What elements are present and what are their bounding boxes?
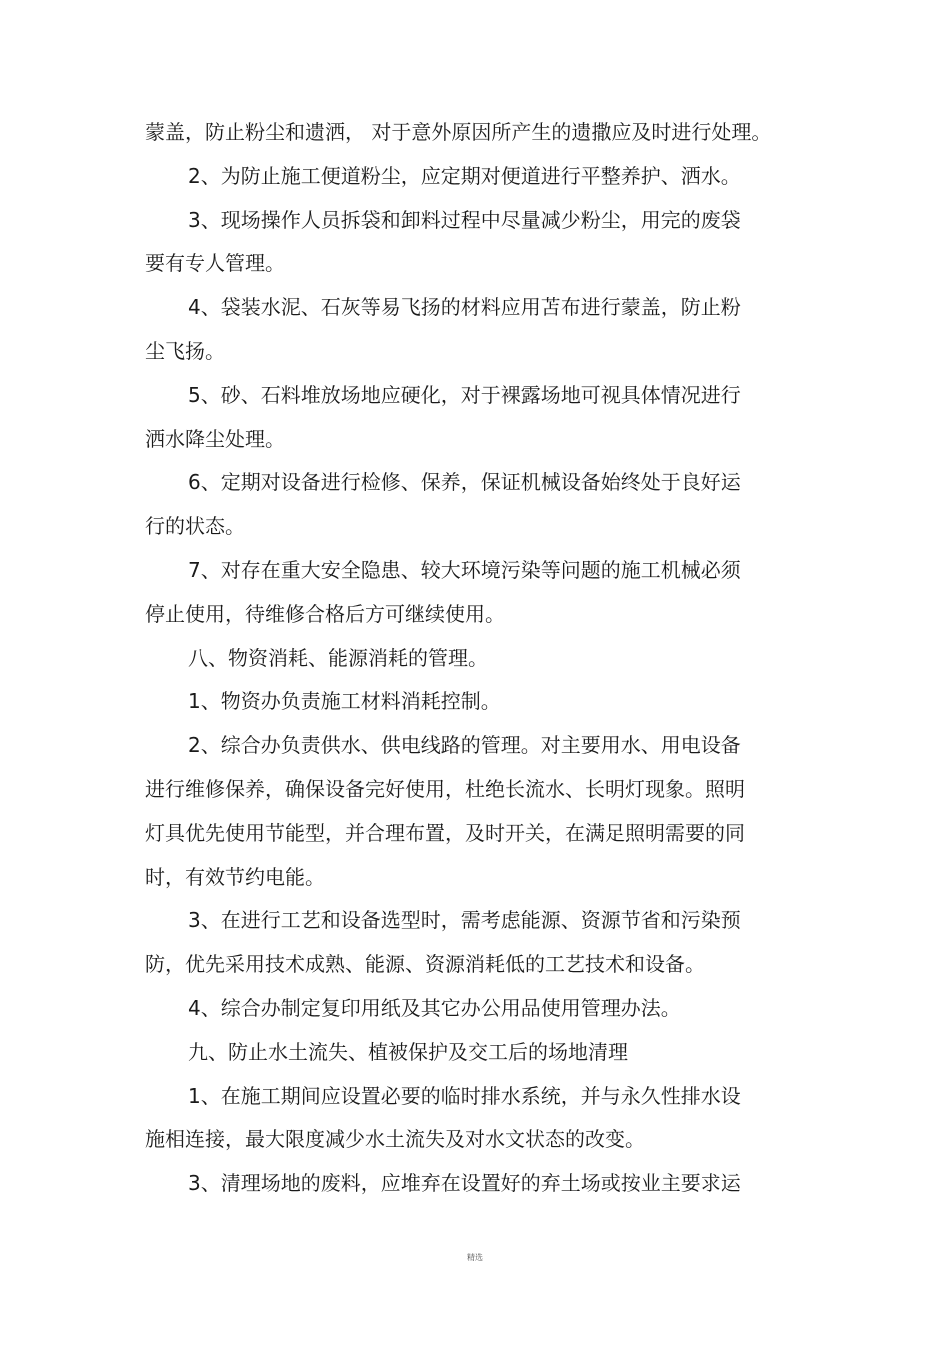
paragraph-line: 九、防止水土流失、植被保护及交工后的场地清理: [188, 1039, 628, 1064]
paragraph: [145, 111, 775, 155]
document-body: [145, 111, 775, 1206]
paragraph-line: 行的状态。: [145, 514, 245, 539]
paragraph: [145, 1075, 775, 1163]
paragraph-line: 防，优先采用技术成熟、能源、资源消耗低的工艺技术和设备。: [145, 952, 705, 977]
paragraph-line: 3、现场操作人员拆袋和卸料过程中尽量减少粉尘，用完的废袋: [188, 207, 741, 232]
paragraph-line: 1、在施工期间应设置必要的临时排水系统，并与永久性排水设: [188, 1083, 741, 1108]
paragraph-line: 4、综合办制定复印用纸及其它办公用品使用管理办法。: [188, 995, 681, 1020]
page-footer: 精选: [467, 1253, 483, 1262]
paragraph-line: 6、定期对设备进行检修、保养，保证机械设备始终处于良好运: [188, 470, 741, 495]
paragraph-line: 进行维修保养，确保设备完好使用，杜绝长流水、长明灯现象。照明: [145, 776, 745, 801]
paragraph: [145, 899, 775, 987]
paragraph: [145, 680, 775, 724]
paragraph-line: 八、物资消耗、能源消耗的管理。: [188, 645, 488, 670]
paragraph-line: 3、清理场地的废料，应堆弃在设置好的弃土场或按业主要求运: [188, 1171, 741, 1196]
paragraph-line: 要有专人管理。: [145, 251, 285, 276]
paragraph: [145, 987, 775, 1031]
paragraph: [145, 286, 775, 374]
paragraph-line: 4、袋装水泥、石灰等易飞扬的材料应用苫布进行蒙盖，防止粉: [188, 295, 741, 320]
paragraph: [145, 461, 775, 549]
paragraph-line: 1、物资办负责施工材料消耗控制。: [188, 689, 501, 714]
paragraph-line: 停止使用，待维修合格后方可继续使用。: [145, 601, 505, 626]
paragraph: [145, 199, 775, 287]
paragraph: [145, 155, 775, 199]
paragraph-line: 2、为防止施工便道粉尘，应定期对便道进行平整养护、洒水。: [188, 163, 741, 188]
paragraph: [145, 724, 775, 899]
paragraph-line: 蒙盖，防止粉尘和遗洒， 对于意外原因所产生的遗撒应及时进行处理。: [145, 120, 772, 144]
paragraph: [145, 374, 775, 462]
paragraph: [145, 637, 775, 681]
paragraph-line: 2、综合办负责供水、供电线路的管理。对主要用水、用电设备: [188, 733, 741, 758]
paragraph-line: 3、在进行工艺和设备选型时，需考虑能源、资源节省和污染预: [188, 908, 741, 933]
paragraph-line: 时，有效节约电能。: [145, 864, 325, 889]
paragraph-line: 尘飞扬。: [145, 338, 225, 363]
paragraph-line: 施相连接，最大限度减少水土流失及对水文状态的改变。: [145, 1127, 645, 1152]
paragraph-line: 7、对存在重大安全隐患、较大环境污染等问题的施工机械必须: [188, 557, 741, 582]
paragraph-line: 灯具优先使用节能型，并合理布置，及时开关，在满足照明需要的同: [145, 820, 745, 845]
paragraph-line: 5、砂、石料堆放场地应硬化，对于裸露场地可视具体情况进行: [188, 382, 741, 407]
paragraph: [145, 1162, 775, 1206]
paragraph: [145, 549, 775, 637]
paragraph-line: 洒水降尘处理。: [145, 426, 285, 451]
paragraph: [145, 1031, 775, 1075]
